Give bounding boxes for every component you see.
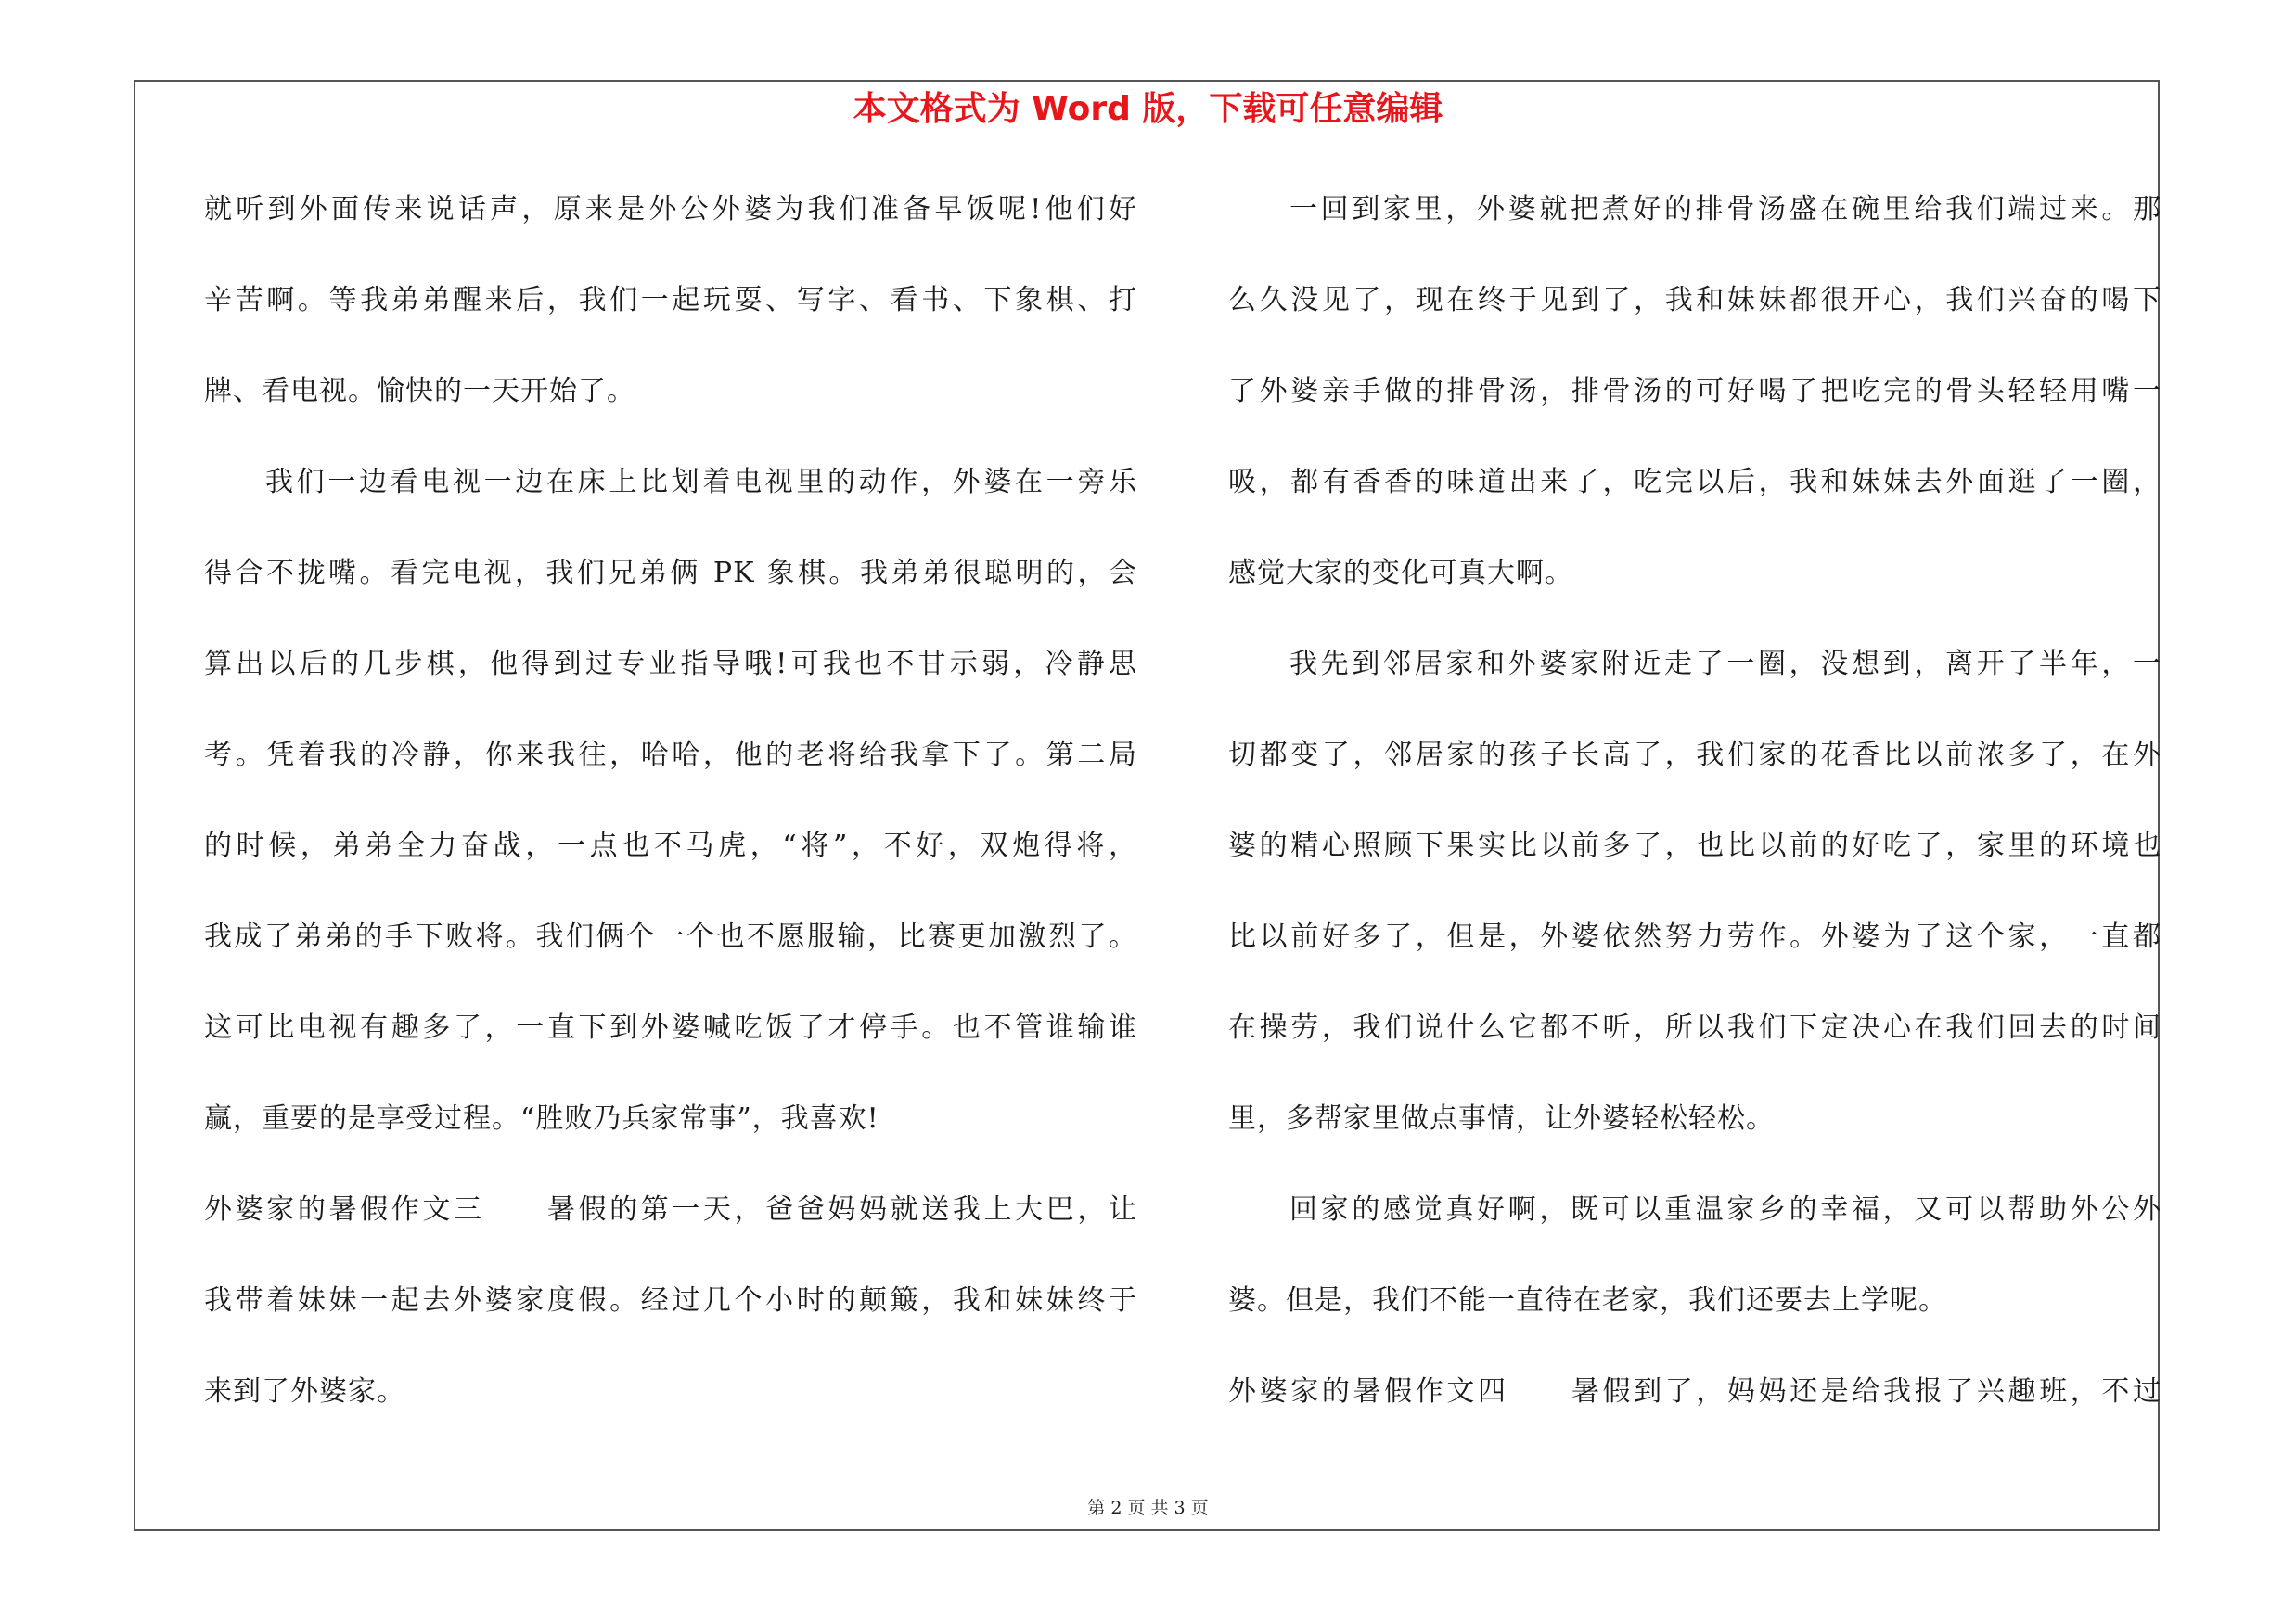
- text-line: 我成了弟弟的手下败将。我们俩个一个也不愿服输，比赛更加激烈了。: [204, 921, 1137, 953]
- format-notice-banner: 本文格式为 Word 版，下载可任意编辑: [853, 90, 1443, 128]
- text-line: 我带着妹妹一起去外婆家度假。经过几个小时的颠簸，我和妹妹终于: [204, 1284, 1137, 1317]
- text-line: 我们一边看电视一边在床上比划着电视里的动作，外婆在一旁乐: [265, 466, 1137, 498]
- text-line: 牌、看电视。愉快的一天开始了。: [204, 375, 635, 407]
- page-number-footer: 第 2 页 共 3 页: [1087, 1498, 1209, 1518]
- essay-heading-line: 外婆家的暑假作文三 暑假的第一天，爸爸妈妈就送我上大巴，让: [204, 1193, 1137, 1226]
- text-line: 来到了外婆家。: [204, 1375, 405, 1408]
- essay-heading-line: 外婆家的暑假作文四 暑假到了，妈妈还是给我报了兴趣班，不过: [1228, 1375, 2161, 1408]
- text-line: 的时候，弟弟全力奋战，一点也不马虎，“将”，不好，双炮得将，: [204, 830, 1137, 862]
- text-line: 考。凭着我的冷静，你来我往，哈哈，他的老将给我拿下了。第二局: [204, 739, 1137, 771]
- text-line: 回家的感觉真好啊，既可以重温家乡的幸福，又可以帮助外公外: [1289, 1193, 2161, 1226]
- text-line: 比以前好多了，但是，外婆依然努力劳作。外婆为了这个家，一直都: [1228, 921, 2161, 953]
- text-line: 么久没见了，现在终于见到了，我和妹妹都很开心，我们兴奋的喝下: [1228, 284, 2161, 316]
- text-line: 在操劳，我们说什么它都不听，所以我们下定决心在我们回去的时间: [1228, 1011, 2161, 1044]
- text-line: 一回到家里，外婆就把煮好的排骨汤盛在碗里给我们端过来。那: [1289, 193, 2161, 225]
- text-line: 我先到邻居家和外婆家附近走了一圈，没想到，离开了半年，一: [1289, 648, 2161, 680]
- text-line: 婆的精心照顾下果实比以前多了，也比以前的好吃了，家里的环境也: [1228, 830, 2161, 862]
- right-text-column: [1228, 182, 2161, 1455]
- text-line: 得合不拢嘴。看完电视，我们兄弟俩 PK 象棋。我弟弟很聪明的，会: [204, 557, 1137, 589]
- text-line: 就听到外面传来说话声，原来是外公外婆为我们准备早饭呢!他们好: [204, 193, 1137, 225]
- text-line: 婆。但是，我们不能一直待在老家，我们还要去上学呢。: [1228, 1284, 1947, 1317]
- text-line: 赢，重要的是享受过程。“胜败乃兵家常事”，我喜欢!: [204, 1102, 879, 1135]
- text-line: 感觉大家的变化可真大啊。: [1228, 557, 1573, 589]
- text-line: 辛苦啊。等我弟弟醒来后，我们一起玩耍、写字、看书、下象棋、打: [204, 284, 1137, 316]
- text-line: 里，多帮家里做点事情，让外婆轻松轻松。: [1228, 1102, 1775, 1135]
- text-line: 吸，都有香香的味道出来了，吃完以后，我和妹妹去外面逛了一圈，: [1228, 466, 2161, 498]
- text-line: 这可比电视有趣多了，一直下到外婆喊吃饭了才停手。也不管谁输谁: [204, 1011, 1137, 1044]
- text-line: 算出以后的几步棋，他得到过专业指导哦!可我也不甘示弱，冷静思: [204, 648, 1137, 680]
- text-line: 切都变了，邻居家的孩子长高了，我们家的花香比以前浓多了，在外: [1228, 739, 2161, 771]
- left-text-column: [204, 182, 1137, 1455]
- text-line: 了外婆亲手做的排骨汤，排骨汤的可好喝了把吃完的骨头轻轻用嘴一: [1228, 375, 2161, 407]
